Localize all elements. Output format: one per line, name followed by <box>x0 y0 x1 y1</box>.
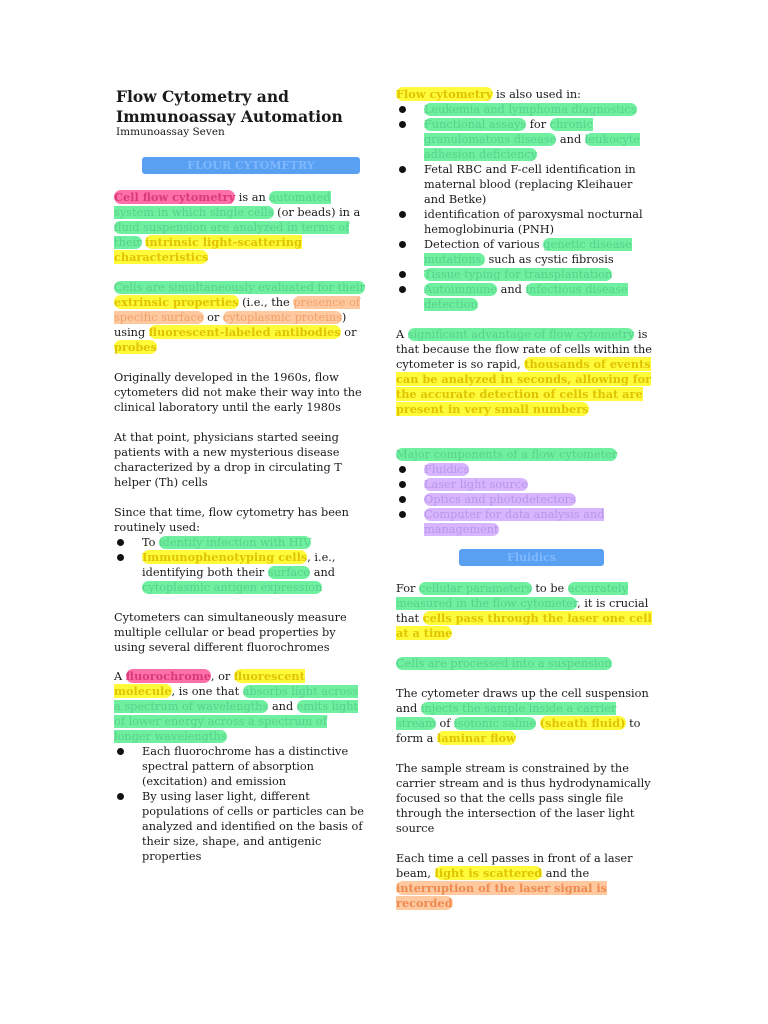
document-subtitle: Immunoassay Seven <box>116 126 225 138</box>
components-list <box>396 462 652 537</box>
section-header-flour-cytometry: FLOUR CYTOMETRY <box>142 157 360 174</box>
highlight-phrase: identify infection with HIV <box>159 536 312 549</box>
fluorochrome-list <box>114 744 366 864</box>
highlight-phrase: probes <box>114 340 157 354</box>
highlight-phrase: light is scattered <box>434 866 543 880</box>
highlight-phrase: Immunophenotyping cells <box>142 550 308 564</box>
highlight-phrase: absorbs light across a spectrum of wavelengths <box>114 685 359 713</box>
highlight-phrase: cytoplasmic proteins <box>222 311 342 324</box>
highlight-term: Cell flow cytometry <box>114 190 236 204</box>
highlight-term: fluorochrome <box>125 669 211 683</box>
highlight-phrase: (sheath fluid) <box>539 716 626 730</box>
highlight-phrase: Fluidics <box>424 463 470 476</box>
section-header-fluidics: Fluidics <box>459 549 604 566</box>
list-item <box>396 477 652 492</box>
paragraph-major-components <box>396 447 652 537</box>
highlight-phrase: Computer for data analysis and management <box>424 508 605 536</box>
paragraph-also-used-in: Flow cytometry is also used in: Leukemia and lymphoma diagnostics Functional assays for chronic granulomatous disease and leukocyte adhesion deficiency Fetal RBC and F-cell identification in maternal blood (replacing Kleihauer and Betke) identification of paroxysmal nocturnal hemoglobinuria (PNH) Detection of various genetic disease mutations, such as cystic fibrosis Tissue typing for transplantation Autoimmune and infectious disease detection <box>396 87 652 312</box>
list-item: Fetal RBC and F-cell identification in maternal blood (replacing Kleihauer and Betke) <box>396 162 652 207</box>
paragraph-routine-use: Since that time, flow cytometry has been routinely used: To identify infection with HIV Immunophenotyping cells, i.e., identifying both their surface and cytoplasmic antigen expression <box>114 505 366 595</box>
highlight-phrase: significant advantage of flow cytometry <box>407 328 635 341</box>
highlight-phrase: extrinsic properties <box>114 295 239 309</box>
highlight-phrase: injects the sample inside a carrier stream <box>396 702 617 730</box>
list-item: To identify infection with HIV <box>114 535 366 550</box>
highlight-phrase: isotonic saline <box>454 717 537 730</box>
list-item: Detection of various genetic disease mutations, such as cystic fibrosis <box>396 237 652 267</box>
list-item <box>396 507 652 537</box>
highlight-phrase: leukocyte adhesion deficiency <box>424 133 640 161</box>
document-title: Flow Cytometry and Immunoassay Automation <box>116 87 343 126</box>
highlight-phrase: presence of specific surface <box>114 296 360 324</box>
list-item: Autoimmune and infectious disease detection <box>396 282 652 312</box>
highlight-phrase: fluid suspension are analyzed in terms of their <box>114 221 350 249</box>
highlight-phrase: chronic granulomatous disease <box>424 118 593 146</box>
highlight-phrase: surface <box>267 566 311 579</box>
paragraph-multiple-properties: Cytometers can simultaneously measure multiple cellular or bead properties by using several different fluorochromes <box>114 611 347 654</box>
list-item: identification of paroxysmal nocturnal hemoglobinuria (PNH) <box>396 207 652 237</box>
highlight-phrase: intrinsic light-scattering characteristics <box>114 235 302 264</box>
highlight-phrase: Laser light source <box>424 478 528 491</box>
list-item <box>396 102 652 117</box>
paragraph-extrinsic-properties: Cells are simultaneously evaluated for their extrinsic properties (i.e., the presence of specific surface or cytoplasmic proteins) using fluorescent-labeled antibodies or probes <box>114 281 366 354</box>
paragraph-cytometer-draws: The cytometer draws up the cell suspension and injects the sample inside a carrier stream of isotonic saline (sheath fluid) to form a laminar flow <box>396 687 649 745</box>
paragraph-laser-beam: Each time a cell passes in front of a laser beam, light is scattered and the interruption of the laser signal is recorded <box>396 852 633 910</box>
highlight-phrase: Major components of a flow cytometer <box>396 448 618 461</box>
highlight-phrase: automated system in which single cells <box>114 191 331 219</box>
paragraph-suspension <box>396 656 652 671</box>
list-item: Each fluorochrome has a distinctive spectral pattern of absorption (excitation) and emission <box>114 744 366 789</box>
highlight-phrase: Tissue typing for transplantation <box>424 268 613 281</box>
paragraph-history: Originally developed in the 1960s, flow cytometers did not make their way into the clinical laboratory until the early 1980s <box>114 371 362 414</box>
highlight-phrase: fluorescent-labeled antibodies <box>148 325 341 339</box>
highlight-phrase: Leukemia and lymphoma diagnostics <box>424 103 637 116</box>
list-item <box>396 267 652 282</box>
uses-list <box>396 102 652 312</box>
paragraph-physicians: At that point, physicians started seeing patients with a new mysterious disease characterized by a drop in circulating T helper (Th) cells <box>114 431 342 489</box>
paragraph-sample-stream: The sample stream is constrained by the carrier stream and is thus hydrodynamically focused so that the cells pass single file through the intersection of the laser light source <box>396 762 651 835</box>
paragraph-cell-flow-cytometry: Cell flow cytometry is an automated system in which single cells (or beads) in a fluid suspension are analyzed in terms of their intrinsic light-scattering characteristics <box>114 190 361 264</box>
list-item <box>396 492 652 507</box>
highlight-phrase: cells pass through the laser one cell at a time <box>396 611 652 640</box>
highlight-phrase: infectious disease detection <box>424 283 628 311</box>
highlight-phrase: Optics and photodetectors <box>424 493 576 506</box>
highlight-phrase: Cells are simultaneously evaluated for their <box>114 281 366 294</box>
highlight-phrase: laminar flow <box>437 731 516 745</box>
highlight-phrase: Flow cytometry <box>396 87 493 101</box>
paragraph-cellular-parameters: For cellular parameters to be accurately measured in the flow cytometer, it is crucial that cells pass through the laser one cell at a time <box>396 582 652 640</box>
highlight-phrase: cytoplasmic antigen expression <box>142 581 323 594</box>
list-item <box>396 462 652 477</box>
highlight-phrase: cellular parameters <box>419 582 532 595</box>
routine-use-list <box>114 535 366 595</box>
highlight-phrase: fluorescent molecule <box>114 669 305 698</box>
list-item: Functional assays for chronic granulomatous disease and leukocyte adhesion deficiency <box>396 117 652 162</box>
highlight-phrase: genetic disease mutations, <box>424 238 632 266</box>
list-item: Immunophenotyping cells, i.e., identifying both their surface and cytoplasmic antigen expression <box>114 550 366 595</box>
highlight-phrase: emits light of lower energy across a spectrum of longer wavelengths <box>114 700 359 743</box>
highlight-phrase: accurately measured in the flow cytometer <box>396 582 628 610</box>
highlight-phrase: Cells are processed into a suspension <box>396 657 612 670</box>
paragraph-significant-advantage: A significant advantage of flow cytometry is that because the flow rate of cells within the cytometer is so rapid, thousands of events can be analyzed in seconds, allowing for the accurate detection of cells that are present in very small numbers <box>396 328 652 416</box>
highlight-phrase: interruption of the laser signal is recorded <box>396 881 608 910</box>
highlight-phrase: Autoimmune <box>424 283 498 296</box>
highlight-phrase: thousands of events can be analyzed in seconds, allowing for the accurate detection of cells that are present in very small numbers <box>396 357 652 416</box>
highlight-phrase: Functional assays <box>424 118 527 131</box>
list-item: By using laser light, different populations of cells or particles can be analyzed and identified on the basis of their size, shape, and antigenic properties <box>114 789 366 864</box>
paragraph-fluorochrome: A fluorochrome, or fluorescent molecule, is one that absorbs light across a spectrum of wavelengths and emits light of lower energy across a spectrum of longer wavelengths Each fluorochrome has a distinctive spectral pattern of absorption (excitation) and emission By using laser light, different populations of cells or particles can be analyzed and identified on the basis of their size, shape, and antigenic properties <box>114 669 366 864</box>
